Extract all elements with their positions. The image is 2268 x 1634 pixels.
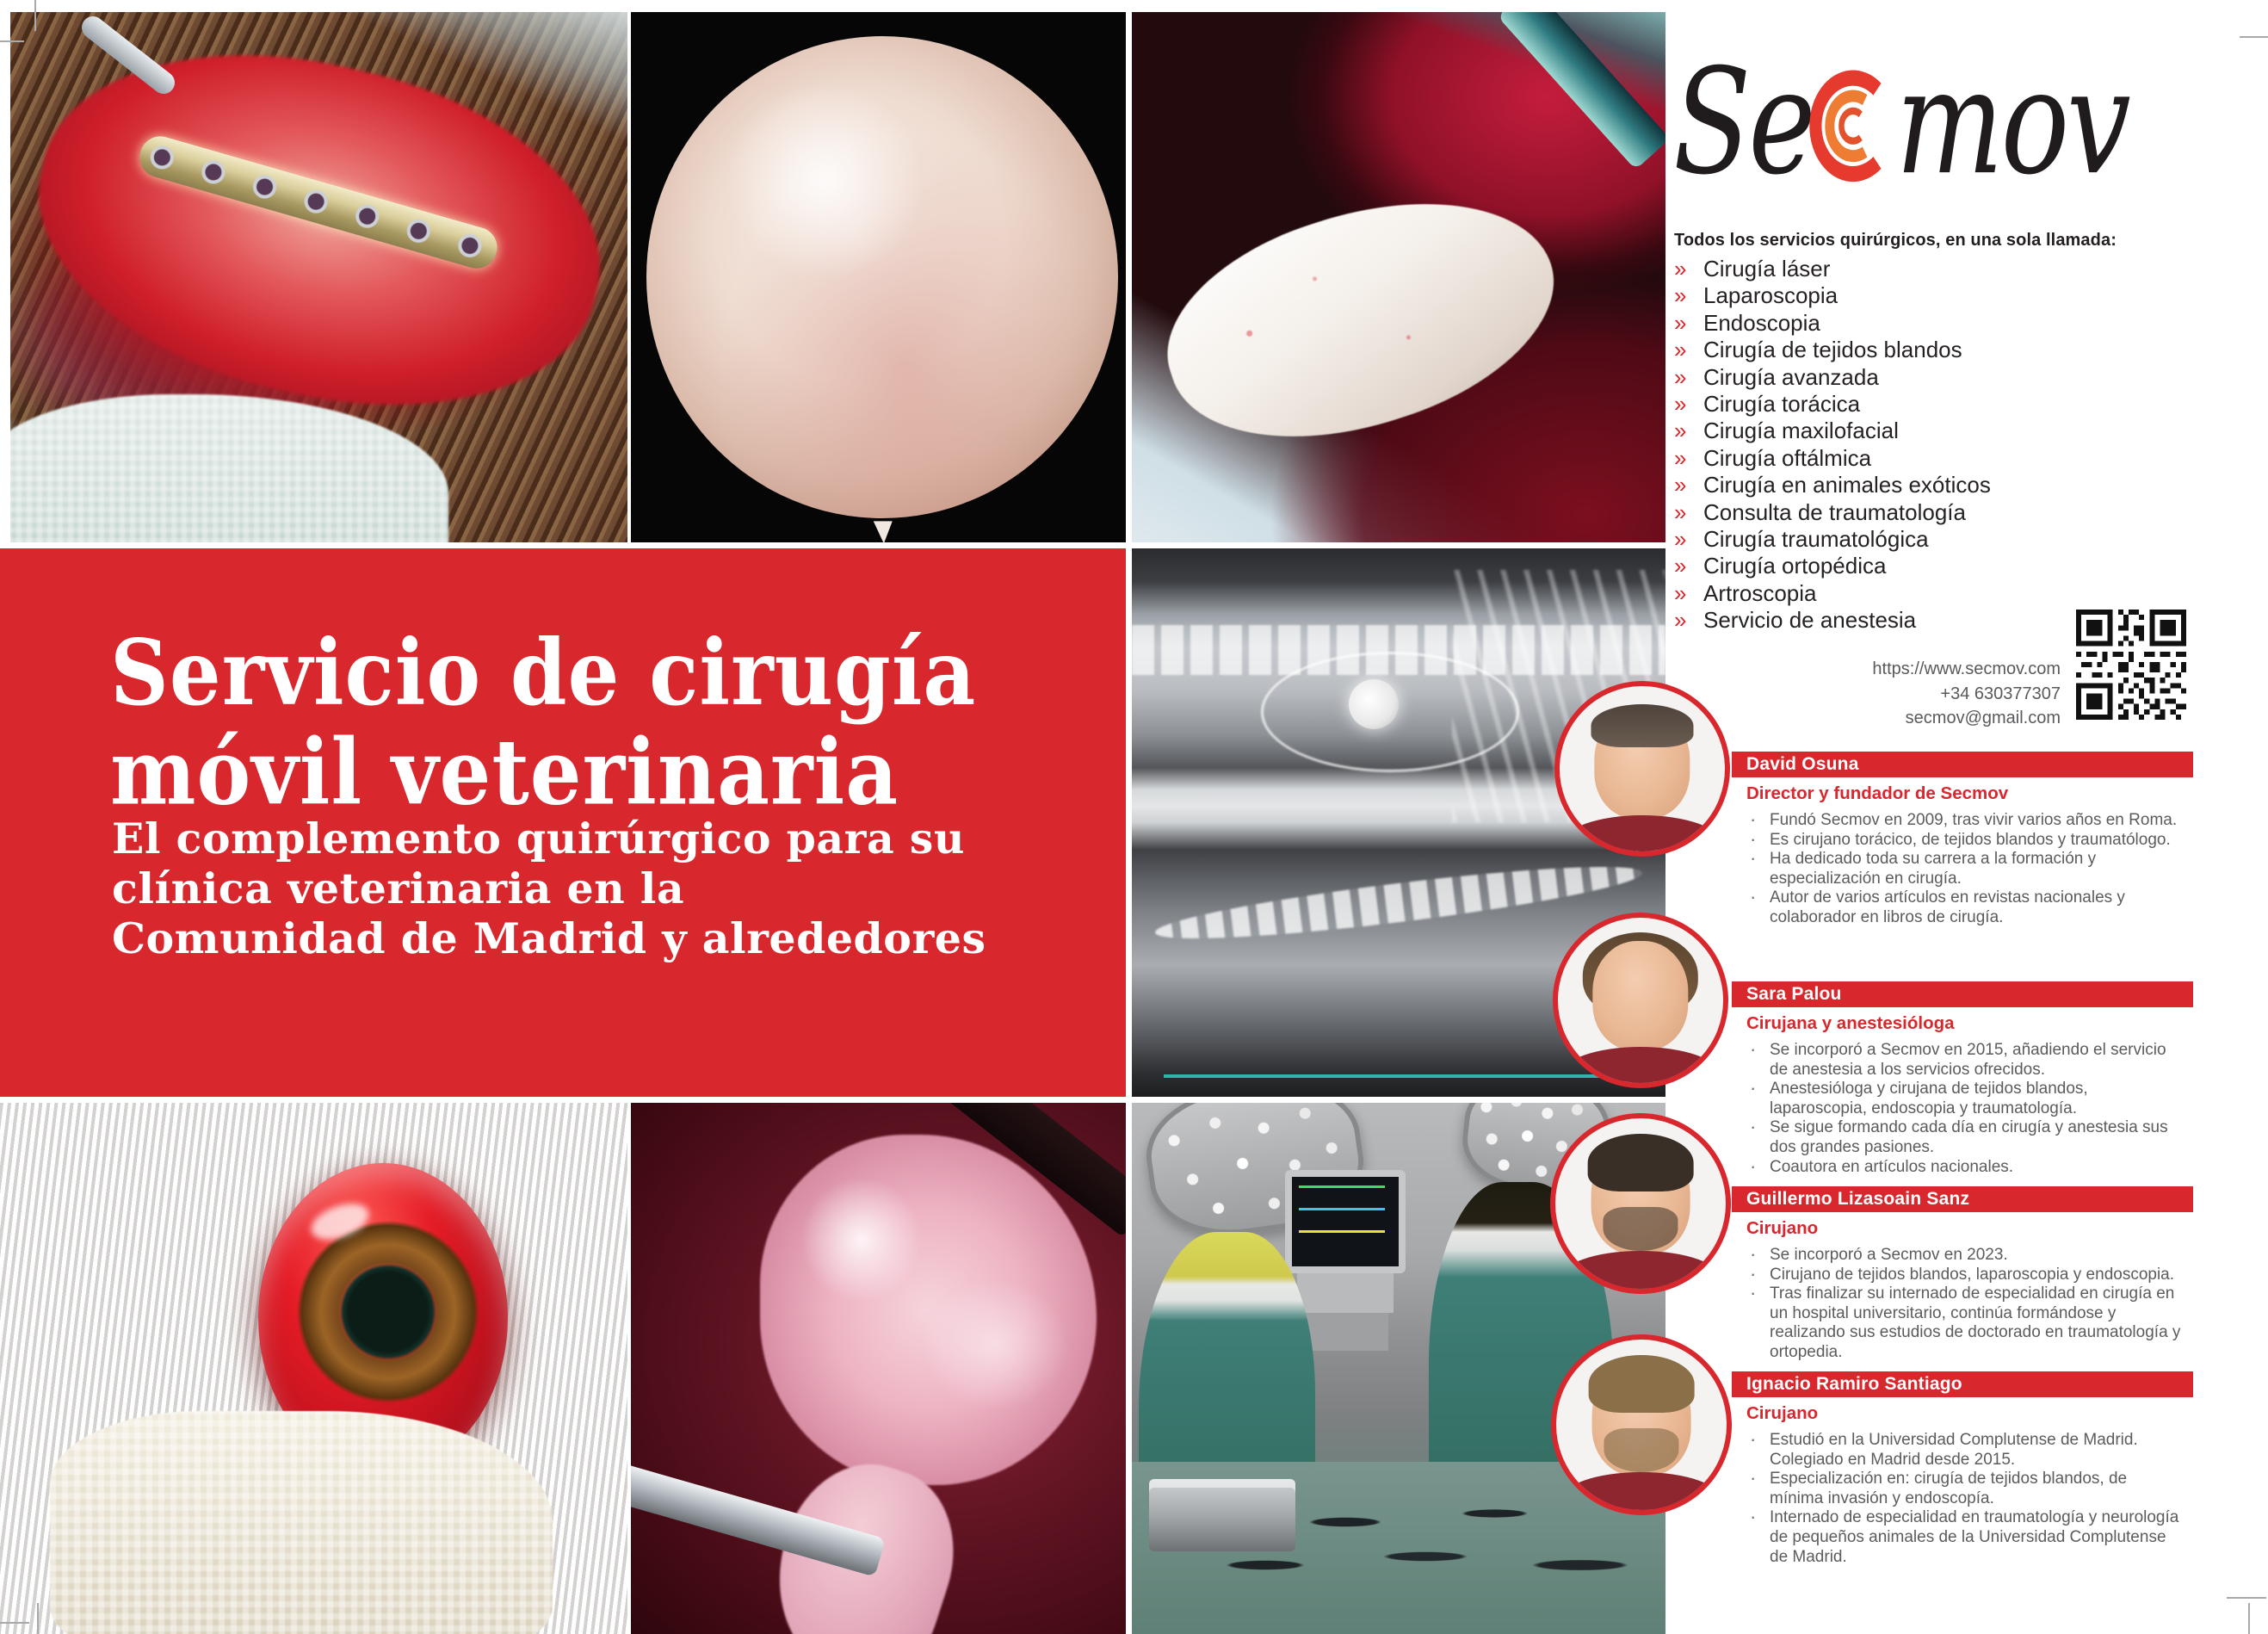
chevron-bullet-icon: » — [1674, 472, 1687, 498]
service-item: » Cirugía ortopédica — [1674, 553, 1887, 579]
staff-name-bar: Ignacio Ramiro Santiago — [1732, 1371, 2193, 1397]
staff-name-bar: Sara Palou — [1732, 981, 2193, 1007]
gauze-wrap — [50, 1411, 552, 1634]
portrait-shirt — [1560, 1472, 1723, 1515]
portrait-hair — [1589, 1355, 1695, 1413]
logo-c-rings-icon — [1803, 59, 1903, 193]
chevron-bullet-icon: » — [1674, 607, 1687, 634]
staff-role: Director y fundador de Secmov — [1746, 783, 2009, 803]
dot-bullet-icon: · — [1750, 886, 1757, 908]
chevron-bullet-icon: » — [1674, 579, 1687, 606]
service-item: » Cirugía de tejidos blandos — [1674, 337, 1962, 363]
staff-bullet: · Tras finalizar su internado de especialidad en cirugía en un hospital universitario, continúa formándose y realizando sus estudios de doctorado en traumatología y ortopedia. — [1750, 1282, 2181, 1361]
crop-mark — [0, 1622, 29, 1624]
title-line-1: Servicio de cirugía — [110, 620, 977, 727]
phone-number: +34 630377307 — [1940, 684, 2061, 703]
fluid-drop — [874, 521, 893, 542]
service-item: » Cirugía avanzada — [1674, 363, 1879, 390]
chevron-bullet-icon: » — [1674, 498, 1687, 525]
service-item: » Laparoscopia — [1674, 282, 1839, 309]
xray-implant-device — [1349, 679, 1399, 729]
services-tagline: Todos los servicios quirúrgicos, en una sola llamada: — [1674, 231, 2117, 250]
staff-bullet: · Se incorporó a Secmov en 2023. — [1750, 1243, 2008, 1265]
portrait-hair — [1591, 704, 1693, 747]
crop-mark — [2248, 1603, 2250, 1634]
portrait-hair — [1588, 1134, 1694, 1191]
service-item: » Cirugía traumatológica — [1674, 526, 1929, 553]
crop-mark — [0, 40, 24, 42]
staff-bullet: · Ha dedicado toda su carrera a la formación y especialización en cirugía. — [1750, 847, 2097, 888]
staff-section-david — [1732, 752, 2193, 928]
surgical-gauze — [10, 394, 448, 542]
website-url: https://www.secmov.com — [1872, 659, 2061, 678]
service-item: » Servicio de anestesia — [1674, 607, 1917, 634]
dot-bullet-icon: · — [1750, 827, 1757, 850]
pink-tissue — [760, 1135, 1097, 1485]
staff-role: Cirujano — [1746, 1218, 1819, 1238]
avatar-guillermo-lizasoain — [1550, 1113, 1731, 1294]
laparoscopy-photo — [631, 1103, 1126, 1634]
staff-bullet-list — [1746, 808, 2181, 928]
main-title — [110, 620, 977, 826]
staff-section-guillermo — [1732, 1186, 2193, 1363]
email-address: secmov@gmail.com — [1905, 709, 2061, 727]
dot-bullet-icon: · — [1750, 1506, 1757, 1528]
chevron-bullet-icon: » — [1674, 363, 1687, 390]
crop-mark — [2227, 1597, 2266, 1599]
staff-section-sara — [1732, 981, 2193, 1177]
dot-bullet-icon: · — [1750, 1262, 1757, 1284]
dog-eye-photo — [0, 1103, 627, 1634]
subtitle: El complemento quirúrgico para su clínica veterinaria en la Comunidad de Madrid y alrededores — [112, 814, 986, 963]
staff-bullet: · Cirujano de tejidos blandos, laparoscopia y endoscopia. — [1750, 1262, 2175, 1284]
portrait-shirt — [1563, 815, 1721, 857]
secmov-logo — [1673, 37, 2129, 208]
staff-bullet: · Coautora en artículos nacionales. — [1750, 1154, 2014, 1177]
staff-name-bar: Guillermo Lizasoain Sanz — [1732, 1186, 2193, 1212]
dot-bullet-icon: · — [1750, 1282, 1757, 1304]
chevron-bullet-icon: » — [1674, 526, 1687, 553]
service-item: » Cirugía en animales exóticos — [1674, 472, 1991, 498]
dot-bullet-icon: · — [1750, 1116, 1757, 1138]
staff-bullet: · Es cirujano torácico, de tejidos blandos y traumatólogo. — [1750, 827, 2171, 850]
clamp-instrument — [1497, 12, 1665, 170]
staff-bullet-list — [1746, 1428, 2181, 1567]
incision-tissue — [10, 12, 627, 454]
service-item: » Cirugía maxilofacial — [1674, 418, 1899, 444]
chevron-bullet-icon: » — [1674, 553, 1687, 579]
chevron-bullet-icon: » — [1674, 418, 1687, 444]
endoscopy-photo — [631, 12, 1126, 542]
staff-bullet: · Se incorporó a Secmov en 2015, añadiendo el servicio de anestesia a los servicios ofrecidos. — [1750, 1038, 2166, 1079]
portrait-face — [1592, 941, 1688, 1050]
dot-bullet-icon: · — [1750, 1243, 1757, 1265]
staff-bullet: · Especialización en: cirugía de tejidos blandos, de mínima invasión y endoscopía. — [1750, 1467, 2128, 1507]
instrument-tray — [1149, 1479, 1295, 1551]
chevron-bullet-icon: » — [1674, 337, 1687, 363]
crop-mark — [2240, 36, 2268, 38]
services-list — [1674, 256, 1991, 634]
service-item: » Cirugía láser — [1674, 256, 1831, 282]
logo-text-se: Se — [1673, 37, 1814, 208]
staff-name-bar: David Osuna — [1732, 752, 2193, 777]
chevron-bullet-icon: » — [1674, 444, 1687, 471]
service-item: » Artroscopia — [1674, 579, 1817, 606]
endoscope-circular-view — [646, 36, 1118, 518]
chevron-bullet-icon: » — [1674, 309, 1687, 336]
avatar-ignacio-ramiro — [1551, 1334, 1732, 1515]
staff-bullet: · Fundó Secmov en 2009, tras vivir varios años en Roma. — [1750, 808, 2178, 830]
xray-spine-lateral-view — [1153, 853, 1645, 951]
avatar-sara-palou — [1553, 913, 1728, 1088]
dot-bullet-icon: · — [1750, 1154, 1757, 1177]
staff-bullet: · Anestesióloga y cirujana de tejidos blandos, laparoscopia, endoscopia y traumatología. — [1750, 1077, 2088, 1117]
dot-bullet-icon: · — [1750, 808, 1757, 830]
staff-role: Cirujano — [1746, 1403, 1819, 1423]
staff-bullet: · Se sigue formando cada día en cirugía y anestesia sus dos grandes pasiones. — [1750, 1116, 2168, 1156]
chevron-bullet-icon: » — [1674, 282, 1687, 309]
title-line-2: móvil veterinaria — [110, 719, 899, 826]
avatar-david-osuna — [1554, 681, 1730, 857]
dot-bullet-icon: · — [1750, 1077, 1757, 1099]
staff-bullet: · Estudió en la Universidad Complutense de Madrid. Colegiado en Madrid desde 2015. — [1750, 1428, 2138, 1469]
service-item: » Endoscopia — [1674, 309, 1820, 336]
dot-bullet-icon: · — [1750, 1038, 1757, 1060]
logo-text-mov: mov — [1895, 37, 2129, 208]
surgical-glove-hand — [1140, 158, 1581, 481]
service-item: » Cirugía oftálmica — [1674, 444, 1872, 471]
service-item: » Cirugía torácica — [1674, 391, 1861, 418]
staff-bullet-list — [1746, 1038, 2181, 1177]
portrait-shirt — [1561, 1047, 1720, 1088]
headline-block — [0, 548, 1126, 1097]
dot-bullet-icon: · — [1750, 847, 1757, 870]
staff-section-ignacio — [1732, 1371, 2193, 1567]
staff-role: Cirujana y anestesióloga — [1746, 1013, 1955, 1033]
qr-code — [2076, 610, 2186, 720]
portrait-shirt — [1559, 1251, 1722, 1294]
dot-bullet-icon: · — [1750, 1467, 1757, 1489]
staff-bullet: · Internado de especialidad en traumatología y neurología de pequeños animales de la Universidad Complutense de Madrid. — [1750, 1506, 2179, 1566]
crop-mark — [34, 0, 36, 31]
organ-surgery-photo — [1132, 12, 1665, 542]
anesthesia-monitor — [1285, 1170, 1406, 1273]
dot-bullet-icon: · — [1750, 1428, 1757, 1450]
contact-block — [1872, 657, 2061, 731]
crop-mark — [37, 1603, 39, 1634]
service-item: » Consulta de traumatología — [1674, 498, 1966, 525]
staff-bullet-list — [1746, 1243, 2181, 1363]
staff-bullet: · Autor de varios artículos en revistas nacionales y colaborador en libros de cirugía. — [1750, 886, 2125, 926]
jaw-surgery-photo — [10, 12, 627, 542]
chevron-bullet-icon: » — [1674, 256, 1687, 282]
chevron-bullet-icon: » — [1674, 391, 1687, 418]
